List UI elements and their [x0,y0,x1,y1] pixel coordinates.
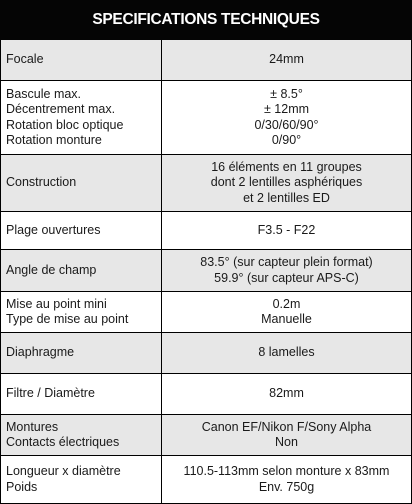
spec-label: Angle de champ [6,262,97,277]
spec-label-cell [1,456,162,503]
spec-label: Diaphragme [6,345,75,360]
spec-value: et 2 lentilles ED [243,190,330,205]
spec-row-focale [1,40,411,81]
spec-value: 0.2m [272,296,301,311]
table-title: SPECIFICATIONS TECHNIQUES [0,0,412,40]
spec-value: 8 lamelles [258,345,315,360]
spec-label: Rotation monture [6,133,102,147]
spec-value: Canon EF/Nikon F/Sony Alpha [201,419,372,434]
spec-label: Type de mise au point [6,312,129,326]
spec-value: dont 2 lentilles asphériques [210,175,363,190]
spec-value-cell [162,40,411,80]
spec-value: ± 8.5° [270,86,303,101]
spec-label: Poids [6,479,38,494]
spec-value: F3.5 - F22 [257,222,316,237]
spec-value: 59.9° (sur capteur APS-C) [214,270,359,285]
spec-row-movements [1,81,411,155]
spec-label-cell [1,40,162,80]
spec-label: Construction [6,175,77,190]
spec-value: 83.5° (sur capteur plein format) [200,255,373,269]
spec-value: 24mm [269,52,304,67]
spec-label-cell [1,292,162,332]
spec-value-cell [162,81,411,154]
spec-label: Montures [6,419,59,434]
spec-label: Rotation bloc optique [6,117,124,132]
spec-grid [0,40,412,504]
spec-row-focus [1,292,411,333]
spec-value: 110.5-113mm selon monture x 83mm [183,464,390,478]
spec-label-cell [1,333,162,373]
spec-label-cell [1,415,162,455]
spec-value: 82mm [269,386,304,401]
spec-value-cell [162,374,411,414]
spec-value: Non [275,435,298,449]
spec-label-cell [1,250,162,291]
spec-value: 0/90° [271,133,302,147]
spec-value-cell [162,456,411,503]
spec-value-cell [162,250,411,291]
spec-label: Longueur x diamètre [6,464,121,478]
spec-label: Contacts électriques [6,435,120,449]
spec-label-cell [1,155,162,211]
spec-row-dimensions [1,456,411,504]
spec-label: Mise au point mini [6,296,107,311]
spec-value-cell [162,292,411,332]
spec-row-mounts [1,415,411,456]
spec-value: Manuelle [261,312,312,326]
spec-row-construction [1,155,411,212]
spec-label-cell [1,212,162,249]
spec-value-cell [162,212,411,249]
spec-value-cell [162,415,411,455]
spec-value: Env. 750g [258,479,315,494]
spec-label-cell [1,374,162,414]
spec-label: Décentrement max. [6,102,116,116]
spec-value-cell [162,333,411,373]
spec-row-diaphragm [1,333,411,374]
spec-label: Plage ouvertures [6,222,101,237]
spec-label: Filtre / Diamètre [6,386,95,401]
spec-value: ± 12mm [263,102,310,116]
spec-value: 0/30/60/90° [254,117,319,132]
spec-value-cell [162,155,411,211]
spec-label: Focale [6,52,44,67]
spec-row-filter [1,374,411,415]
spec-value: 16 éléments en 11 groupes [211,159,362,174]
spec-label-cell [1,81,162,154]
spec-label: Bascule max. [6,86,82,101]
spec-row-apertures [1,212,411,250]
spec-row-field-angle [1,250,411,292]
